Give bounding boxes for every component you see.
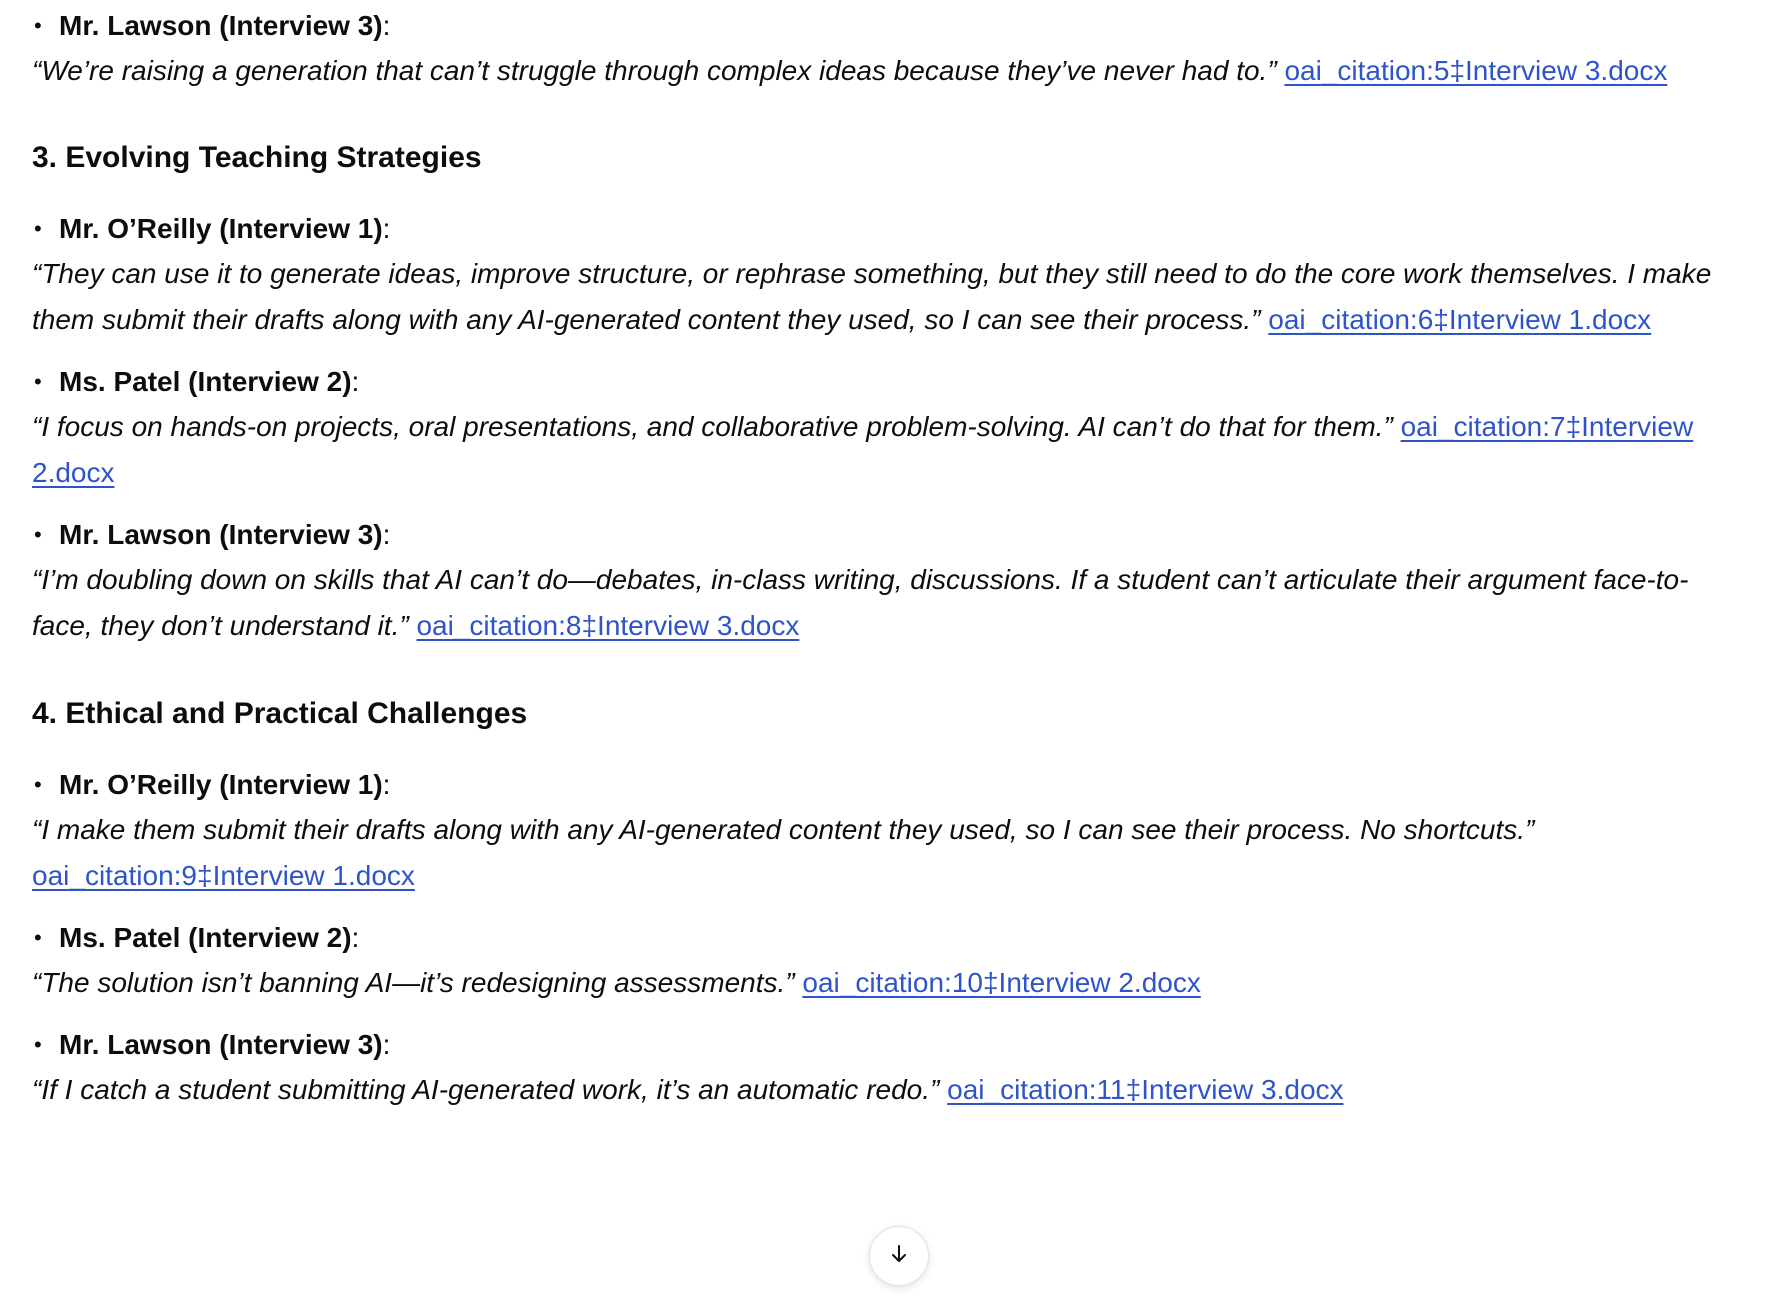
scroll-to-bottom-button[interactable] (869, 1226, 929, 1286)
citation-link[interactable]: oai_citation:9‡Interview 1.docx (32, 860, 415, 891)
citation-link[interactable]: oai_citation:5‡Interview 3.docx (1284, 55, 1668, 86)
speaker-name: Ms. Patel (Interview 2) (59, 366, 352, 397)
section-heading: 3. Evolving Teaching Strategies (32, 141, 482, 174)
bullet: • (34, 925, 42, 950)
speaker-name: Mr. Lawson (Interview 3) (59, 1029, 383, 1060)
item-header (32, 363, 1742, 401)
list-item (32, 766, 1742, 899)
list-item (32, 516, 1742, 649)
speaker-name: Mr. Lawson (Interview 3) (59, 519, 383, 550)
speaker-colon: : (382, 213, 391, 244)
quote-paragraph (32, 404, 1742, 496)
quote-paragraph (32, 48, 1742, 94)
quote-paragraph (32, 251, 1742, 343)
speaker-colon: : (382, 519, 391, 550)
citation-link[interactable]: oai_citation:7‡Interview 2.docx (32, 411, 1694, 488)
citation-link[interactable]: oai_citation:11‡Interview 3.docx (947, 1074, 1344, 1105)
quote-text: “I make them submit their drafts along with any AI-generated content they used, so I can see their process. No shortcuts.” (32, 814, 1535, 845)
speaker-name: Mr. O’Reilly (Interview 1) (59, 213, 383, 244)
quote-text: “I focus on hands-on projects, oral presentations, and collaborative problem-solving. AI can’t do that for them.” (32, 411, 1393, 442)
speaker-name: Ms. Patel (Interview 2) (59, 922, 352, 953)
quote-text: “If I catch a student submitting AI-generated work, it’s an automatic redo.” (32, 1074, 940, 1105)
bullet: • (34, 772, 42, 797)
item-header (32, 210, 1742, 248)
section-heading: 4. Ethical and Practical Challenges (32, 697, 528, 730)
item-header (32, 516, 1742, 554)
item-header (32, 7, 1742, 45)
quote-paragraph (32, 557, 1742, 649)
bullet: • (34, 13, 42, 38)
list-item (32, 7, 1742, 94)
speaker-name: Mr. O’Reilly (Interview 1) (59, 769, 383, 800)
quote-paragraph (32, 960, 1742, 1006)
quote-text: “They can use it to generate ideas, improve structure, or rephrase something, but they still need to do the core work themselves. I make them submit their drafts along with any AI-generated content they used, so I can see their process.” (32, 258, 1712, 335)
speaker-colon: : (382, 769, 391, 800)
speaker-colon: : (351, 366, 360, 397)
item-header (32, 766, 1742, 804)
item-header (32, 1026, 1742, 1064)
quote-paragraph (32, 1067, 1742, 1113)
bullet: • (34, 1032, 42, 1057)
list-item (32, 210, 1742, 343)
quote-text: “We’re raising a generation that can’t struggle through complex ideas because they’ve never had to.” (32, 55, 1277, 86)
bullet: • (34, 216, 42, 241)
list-item (32, 1026, 1742, 1113)
bullet: • (34, 369, 42, 394)
speaker-colon: : (382, 1029, 391, 1060)
speaker-colon: : (351, 922, 360, 953)
quote-paragraph (32, 807, 1742, 899)
response-content (32, 0, 1742, 1113)
item-header (32, 919, 1742, 957)
speaker-colon: : (382, 10, 391, 41)
citation-link[interactable]: oai_citation:8‡Interview 3.docx (416, 610, 800, 641)
bullet: • (34, 522, 42, 547)
quote-text: “I’m doubling down on skills that AI can’t do—debates, in-class writing, discussions. If a student can’t articulate their argument face-to-face, they don’t understand it.” (32, 564, 1689, 641)
citation-link[interactable]: oai_citation:6‡Interview 1.docx (1268, 304, 1652, 335)
citation-link[interactable]: oai_citation:10‡Interview 2.docx (802, 967, 1201, 998)
quote-text: “The solution isn’t banning AI—it’s redesigning assessments.” (32, 967, 795, 998)
arrow-down-icon (887, 1242, 911, 1271)
list-item (32, 363, 1742, 496)
speaker-name: Mr. Lawson (Interview 3) (59, 10, 383, 41)
list-item (32, 919, 1742, 1006)
